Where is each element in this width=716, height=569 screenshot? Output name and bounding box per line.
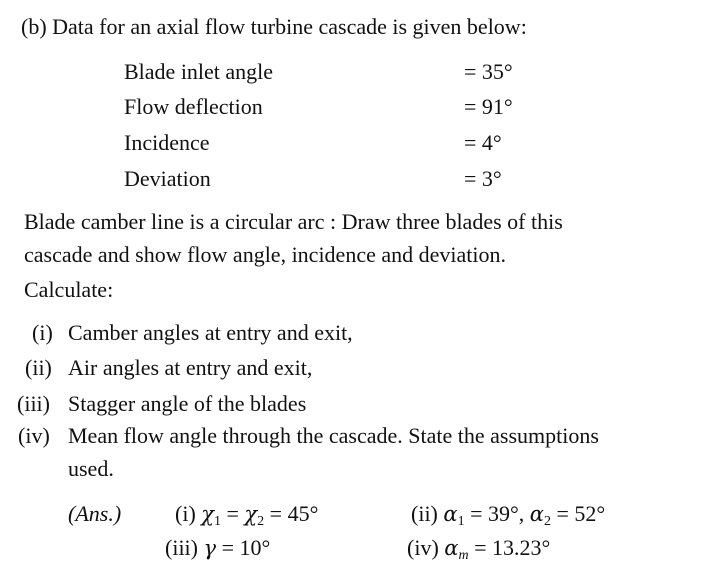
- data-label: Blade inlet angle: [124, 59, 274, 84]
- subscript: 1: [457, 514, 465, 529]
- item-number: (iv): [18, 423, 50, 448]
- answer-value: = 10°: [216, 535, 271, 560]
- answer-label: (Ans.): [68, 501, 122, 526]
- data-value: = 35°: [464, 59, 513, 84]
- subscript: 2: [257, 514, 265, 529]
- data-value: = 3°: [464, 166, 502, 191]
- item-text: Mean flow angle through the cascade. State the assumptions: [68, 423, 599, 448]
- paragraph-line-2: cascade and show flow angle, incidence and deviation.: [24, 242, 506, 267]
- data-label: Flow deflection: [124, 94, 263, 119]
- item-text: Air angles at entry and exit,: [68, 355, 313, 380]
- chi-symbol: χ: [201, 502, 214, 526]
- answer-iv: [407, 535, 551, 563]
- data-label: Incidence: [124, 130, 210, 155]
- answer-iii: [165, 537, 270, 559]
- answer-ii: [411, 501, 606, 529]
- alpha-symbol: α: [529, 502, 544, 526]
- answer-i: [175, 501, 319, 529]
- gamma-symbol: γ: [203, 536, 217, 560]
- item-number: (ii): [25, 355, 52, 380]
- question-intro: (b) Data for an axial flow turbine cascade is given below:: [21, 14, 527, 39]
- calculate-heading: Calculate:: [24, 277, 114, 302]
- item-text: Camber angles at entry and exit,: [68, 320, 353, 345]
- answer-value: = 45°: [264, 501, 319, 526]
- item-number: (i): [32, 320, 53, 345]
- answer-value: = 39°,: [464, 501, 530, 526]
- item-text: Stagger angle of the blades: [68, 391, 307, 416]
- equals: =: [221, 501, 245, 526]
- answer-number: (iii): [165, 535, 198, 560]
- chi-symbol: χ: [244, 502, 258, 526]
- answer-number: (i): [175, 501, 196, 526]
- subscript: 2: [543, 514, 551, 529]
- item-number: (iii): [17, 391, 50, 416]
- alpha-symbol: α: [443, 502, 458, 526]
- answer-value: = 13.23°: [468, 535, 551, 560]
- subscript: 1: [214, 514, 221, 529]
- data-value: = 4°: [464, 130, 502, 155]
- paragraph-line-1: Blade camber line is a circular arc : Draw three blades of this: [24, 209, 563, 234]
- item-text-continuation: used.: [68, 456, 114, 481]
- alpha-symbol: α: [444, 536, 459, 560]
- subscript: m: [458, 548, 469, 563]
- data-value: = 91°: [464, 94, 513, 119]
- answer-number: (ii): [411, 501, 438, 526]
- answer-value: = 52°: [550, 501, 606, 526]
- answer-number: (iv): [407, 535, 439, 560]
- data-label: Deviation: [124, 166, 211, 191]
